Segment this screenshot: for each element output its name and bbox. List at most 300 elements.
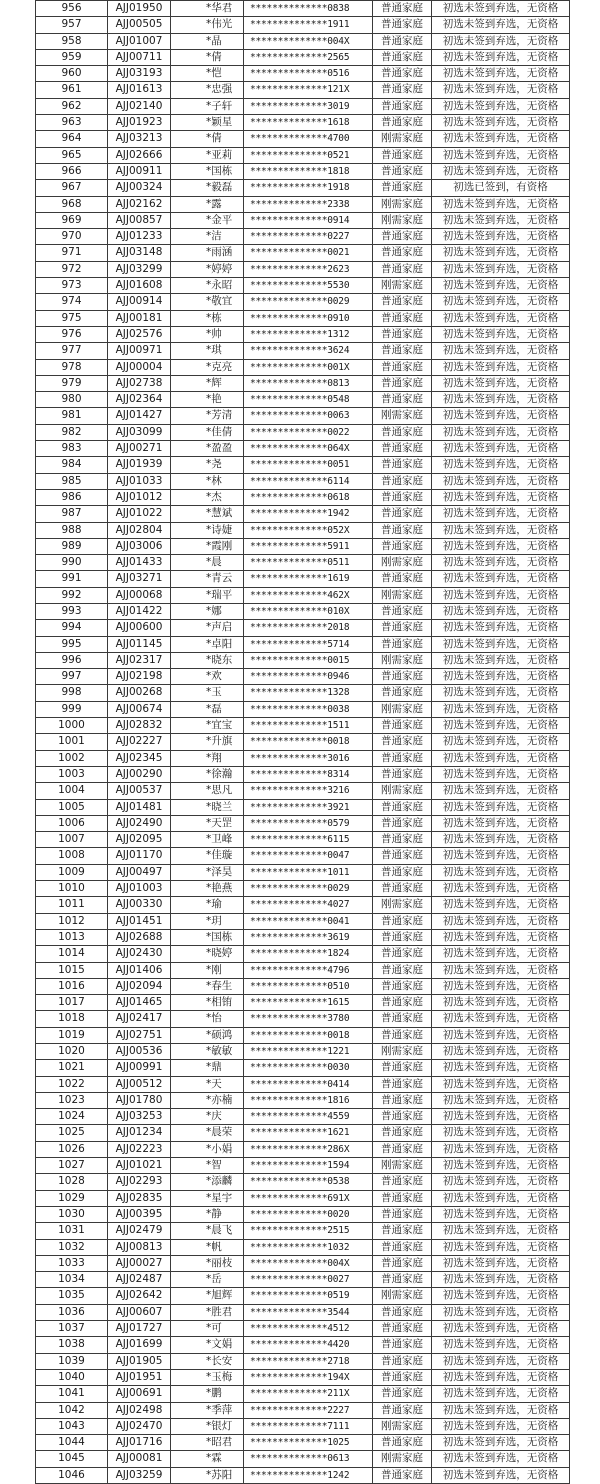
table-row — [36, 701, 570, 717]
applicant-code: AJJ00537 — [108, 783, 171, 799]
id-number: **************0511 — [244, 555, 373, 571]
applicant-name: *怡 — [171, 1011, 244, 1027]
row-number: 963 — [36, 115, 108, 131]
household-type: 刚需家庭 — [373, 897, 432, 913]
applicant-code: AJJ00330 — [108, 897, 171, 913]
id-number: **************286X — [244, 1141, 373, 1157]
applicant-code: AJJ01170 — [108, 848, 171, 864]
applicant-name: *添麟 — [171, 1174, 244, 1190]
id-number: **************3019 — [244, 98, 373, 114]
row-number: 1027 — [36, 1158, 108, 1174]
applicant-code: AJJ00081 — [108, 1451, 171, 1467]
result-status: 初选未签到弃选，无资格 — [432, 766, 570, 782]
household-type: 普通家庭 — [373, 82, 432, 98]
applicant-name: *敬宜 — [171, 294, 244, 310]
table-row — [36, 815, 570, 831]
applicant-name: *欢 — [171, 669, 244, 685]
row-number: 1026 — [36, 1141, 108, 1157]
applicant-code: AJJ01406 — [108, 962, 171, 978]
result-status: 初选未签到弃选，无资格 — [432, 441, 570, 457]
table-row — [36, 946, 570, 962]
applicant-code: AJJ00395 — [108, 1206, 171, 1222]
applicant-code: AJJ03193 — [108, 66, 171, 82]
household-type: 普通家庭 — [373, 1027, 432, 1043]
row-number: 970 — [36, 229, 108, 245]
applicant-code: AJJ02751 — [108, 1027, 171, 1043]
id-number: **************1221 — [244, 1044, 373, 1060]
table-row — [36, 82, 570, 98]
result-status: 初选未签到弃选，无资格 — [432, 473, 570, 489]
household-type: 普通家庭 — [373, 913, 432, 929]
household-type: 普通家庭 — [373, 261, 432, 277]
household-type: 普通家庭 — [373, 1272, 432, 1288]
applicant-name: *帅 — [171, 326, 244, 342]
applicant-name: *霞刚 — [171, 538, 244, 554]
table-row — [36, 913, 570, 929]
applicant-name: *伟光 — [171, 17, 244, 33]
result-status: 初选未签到弃选，无资格 — [432, 1027, 570, 1043]
table-row — [36, 1369, 570, 1385]
table-row — [36, 571, 570, 587]
id-number: **************004X — [244, 33, 373, 49]
household-type: 刚需家庭 — [373, 196, 432, 212]
id-number: **************0047 — [244, 848, 373, 864]
row-number: 1032 — [36, 1239, 108, 1255]
row-number: 1007 — [36, 832, 108, 848]
results-table — [35, 0, 570, 1484]
applicant-code: AJJ03099 — [108, 424, 171, 440]
table-row — [36, 669, 570, 685]
table-row — [36, 1141, 570, 1157]
applicant-code: AJJ01433 — [108, 555, 171, 571]
id-number: **************004X — [244, 1255, 373, 1271]
result-status: 初选未签到弃选，无资格 — [432, 1272, 570, 1288]
applicant-code: AJJ00027 — [108, 1255, 171, 1271]
household-type: 普通家庭 — [373, 734, 432, 750]
applicant-name: *翔 — [171, 750, 244, 766]
household-type: 普通家庭 — [373, 603, 432, 619]
applicant-name: *天 — [171, 1076, 244, 1092]
household-type: 普通家庭 — [373, 1141, 432, 1157]
id-number: **************0548 — [244, 392, 373, 408]
applicant-code: AJJ00711 — [108, 49, 171, 65]
id-number: **************0041 — [244, 913, 373, 929]
row-number: 985 — [36, 473, 108, 489]
household-type: 普通家庭 — [373, 1076, 432, 1092]
table-row — [36, 1, 570, 17]
household-type: 普通家庭 — [373, 1337, 432, 1353]
applicant-code: AJJ02804 — [108, 522, 171, 538]
result-status: 初选未签到弃选，无资格 — [432, 1386, 570, 1402]
row-number: 990 — [36, 555, 108, 571]
row-number: 974 — [36, 294, 108, 310]
row-number: 1021 — [36, 1060, 108, 1076]
applicant-code: AJJ00068 — [108, 587, 171, 603]
applicant-code: AJJ02094 — [108, 978, 171, 994]
result-status: 初选未签到弃选，无资格 — [432, 1, 570, 17]
result-status: 初选未签到弃选，无资格 — [432, 489, 570, 505]
row-number: 979 — [36, 375, 108, 391]
table-row — [36, 229, 570, 245]
household-type: 刚需家庭 — [373, 212, 432, 228]
id-number: **************462X — [244, 587, 373, 603]
applicant-code: AJJ02738 — [108, 375, 171, 391]
id-number: **************3619 — [244, 929, 373, 945]
id-number: **************1618 — [244, 115, 373, 131]
applicant-code: AJJ02666 — [108, 147, 171, 163]
applicant-code: AJJ01012 — [108, 489, 171, 505]
applicant-name: *宜宝 — [171, 718, 244, 734]
result-status: 初选未签到弃选，无资格 — [432, 1321, 570, 1337]
household-type: 刚需家庭 — [373, 408, 432, 424]
id-number: **************0018 — [244, 734, 373, 750]
household-type: 普通家庭 — [373, 1239, 432, 1255]
applicant-name: *卓阳 — [171, 636, 244, 652]
household-type: 普通家庭 — [373, 1060, 432, 1076]
applicant-code: AJJ01022 — [108, 506, 171, 522]
applicant-name: *升旗 — [171, 734, 244, 750]
result-status: 初选未签到弃选，无资格 — [432, 978, 570, 994]
applicant-name: *杰 — [171, 489, 244, 505]
household-type: 刚需家庭 — [373, 278, 432, 294]
applicant-code: AJJ02576 — [108, 326, 171, 342]
row-number: 1043 — [36, 1418, 108, 1434]
result-status: 初选未签到弃选，无资格 — [432, 995, 570, 1011]
result-status: 初选未签到弃选，无资格 — [432, 913, 570, 929]
row-number: 996 — [36, 652, 108, 668]
applicant-name: *声启 — [171, 620, 244, 636]
id-number: **************691X — [244, 1190, 373, 1206]
applicant-name: *芳清 — [171, 408, 244, 424]
result-status: 初选未签到弃选，无资格 — [432, 1060, 570, 1076]
applicant-code: AJJ01608 — [108, 278, 171, 294]
applicant-name: *倩 — [171, 131, 244, 147]
table-row — [36, 995, 570, 1011]
result-status: 初选未签到弃选，无资格 — [432, 1044, 570, 1060]
applicant-name: *亦楠 — [171, 1092, 244, 1108]
applicant-code: AJJ00991 — [108, 1060, 171, 1076]
applicant-code: AJJ01950 — [108, 1, 171, 17]
household-type: 刚需家庭 — [373, 1158, 432, 1174]
applicant-name: *青云 — [171, 571, 244, 587]
id-number: **************4700 — [244, 131, 373, 147]
applicant-code: AJJ02345 — [108, 750, 171, 766]
row-number: 1022 — [36, 1076, 108, 1092]
applicant-name: *静 — [171, 1206, 244, 1222]
applicant-name: *鹏 — [171, 1386, 244, 1402]
result-status: 初选未签到弃选，无资格 — [432, 17, 570, 33]
result-status: 初选未签到弃选，无资格 — [432, 392, 570, 408]
applicant-name: *小娟 — [171, 1141, 244, 1157]
applicant-code: AJJ02430 — [108, 946, 171, 962]
result-status: 初选未签到弃选，无资格 — [432, 1141, 570, 1157]
id-number: **************3216 — [244, 783, 373, 799]
row-number: 1042 — [36, 1402, 108, 1418]
applicant-code: AJJ01007 — [108, 33, 171, 49]
row-number: 1015 — [36, 962, 108, 978]
household-type: 普通家庭 — [373, 1109, 432, 1125]
applicant-name: *可 — [171, 1321, 244, 1337]
row-number: 993 — [36, 603, 108, 619]
household-type: 普通家庭 — [373, 1, 432, 17]
applicant-code: AJJ01234 — [108, 1125, 171, 1141]
applicant-name: *帆 — [171, 1239, 244, 1255]
row-number: 1004 — [36, 783, 108, 799]
applicant-name: *佳璇 — [171, 848, 244, 864]
applicant-code: AJJ00914 — [108, 294, 171, 310]
table-row — [36, 799, 570, 815]
result-status: 初选未签到弃选，无资格 — [432, 962, 570, 978]
table-row — [36, 538, 570, 554]
household-type: 刚需家庭 — [373, 1451, 432, 1467]
applicant-code: AJJ02835 — [108, 1190, 171, 1206]
applicant-code: AJJ01716 — [108, 1435, 171, 1451]
table-row — [36, 1174, 570, 1190]
applicant-name: *苏阳 — [171, 1467, 244, 1483]
applicant-code: AJJ01233 — [108, 229, 171, 245]
applicant-code: AJJ02490 — [108, 815, 171, 831]
table-row — [36, 897, 570, 913]
table-row — [36, 1239, 570, 1255]
applicant-code: AJJ01145 — [108, 636, 171, 652]
applicant-code: AJJ00607 — [108, 1304, 171, 1320]
applicant-code: AJJ01451 — [108, 913, 171, 929]
row-number: 987 — [36, 506, 108, 522]
result-status: 初选未签到弃选，无资格 — [432, 1092, 570, 1108]
id-number: **************3544 — [244, 1304, 373, 1320]
result-status: 初选未签到弃选，无资格 — [432, 261, 570, 277]
household-type: 普通家庭 — [373, 750, 432, 766]
row-number: 1014 — [36, 946, 108, 962]
household-type: 普通家庭 — [373, 864, 432, 880]
row-number: 966 — [36, 163, 108, 179]
row-number: 964 — [36, 131, 108, 147]
table-row — [36, 359, 570, 375]
row-number: 989 — [36, 538, 108, 554]
row-number: 1003 — [36, 766, 108, 782]
id-number: **************1621 — [244, 1125, 373, 1141]
id-number: **************0519 — [244, 1288, 373, 1304]
household-type: 普通家庭 — [373, 620, 432, 636]
result-status: 初选未签到弃选，无资格 — [432, 1190, 570, 1206]
result-status: 初选未签到弃选，无资格 — [432, 359, 570, 375]
row-number: 1028 — [36, 1174, 108, 1190]
applicant-name: *娜 — [171, 603, 244, 619]
household-type: 普通家庭 — [373, 1174, 432, 1190]
row-number: 1035 — [36, 1288, 108, 1304]
table-row — [36, 1418, 570, 1434]
result-status: 初选未签到弃选，无资格 — [432, 1451, 570, 1467]
row-number: 997 — [36, 669, 108, 685]
id-number: **************052X — [244, 522, 373, 538]
table-row — [36, 424, 570, 440]
id-number: **************4559 — [244, 1109, 373, 1125]
row-number: 992 — [36, 587, 108, 603]
applicant-name: *昭君 — [171, 1435, 244, 1451]
household-type: 普通家庭 — [373, 343, 432, 359]
table-row — [36, 489, 570, 505]
row-number: 1024 — [36, 1109, 108, 1125]
id-number: **************0051 — [244, 457, 373, 473]
result-status: 初选未签到弃选，无资格 — [432, 652, 570, 668]
row-number: 986 — [36, 489, 108, 505]
applicant-name: *刚 — [171, 962, 244, 978]
applicant-name: *晓兰 — [171, 799, 244, 815]
household-type: 普通家庭 — [373, 1321, 432, 1337]
table-row — [36, 17, 570, 33]
applicant-code: AJJ00512 — [108, 1076, 171, 1092]
row-number: 1001 — [36, 734, 108, 750]
id-number: **************2623 — [244, 261, 373, 277]
applicant-name: *琪 — [171, 343, 244, 359]
applicant-name: *星宇 — [171, 1190, 244, 1206]
result-status: 初选未签到弃选，无资格 — [432, 294, 570, 310]
id-number: **************1824 — [244, 946, 373, 962]
id-number: **************0038 — [244, 701, 373, 717]
result-status: 初选未签到弃选，无资格 — [432, 685, 570, 701]
row-number: 1039 — [36, 1353, 108, 1369]
applicant-name: *庆 — [171, 1109, 244, 1125]
result-status: 初选未签到弃选，无资格 — [432, 1418, 570, 1434]
table-row — [36, 1158, 570, 1174]
id-number: **************4420 — [244, 1337, 373, 1353]
applicant-name: *瑞平 — [171, 587, 244, 603]
applicant-name: *永昭 — [171, 278, 244, 294]
table-row — [36, 278, 570, 294]
result-status: 初选未签到弃选，无资格 — [432, 49, 570, 65]
household-type: 普通家庭 — [373, 163, 432, 179]
applicant-name: *恺 — [171, 66, 244, 82]
household-type: 普通家庭 — [373, 310, 432, 326]
row-number: 1020 — [36, 1044, 108, 1060]
table-row — [36, 1288, 570, 1304]
id-number: **************0538 — [244, 1174, 373, 1190]
result-status: 初选未签到弃选，无资格 — [432, 278, 570, 294]
applicant-code: AJJ01727 — [108, 1321, 171, 1337]
row-number: 959 — [36, 49, 108, 65]
household-type: 刚需家庭 — [373, 1044, 432, 1060]
id-number: **************2227 — [244, 1402, 373, 1418]
applicant-name: *子轩 — [171, 98, 244, 114]
applicant-code: AJJ00271 — [108, 441, 171, 457]
table-row — [36, 718, 570, 734]
applicant-name: *硕鸿 — [171, 1027, 244, 1043]
table-row — [36, 212, 570, 228]
table-row — [36, 1435, 570, 1451]
household-type: 普通家庭 — [373, 571, 432, 587]
table-row — [36, 864, 570, 880]
table-row — [36, 49, 570, 65]
household-type: 刚需家庭 — [373, 555, 432, 571]
applicant-code: AJJ01923 — [108, 115, 171, 131]
table-row — [36, 1206, 570, 1222]
applicant-name: *敏敏 — [171, 1044, 244, 1060]
household-type: 普通家庭 — [373, 1435, 432, 1451]
id-number: **************0027 — [244, 1272, 373, 1288]
row-number: 968 — [36, 196, 108, 212]
row-number: 1016 — [36, 978, 108, 994]
result-status: 初选未签到弃选，无资格 — [432, 897, 570, 913]
result-status: 初选未签到弃选，无资格 — [432, 326, 570, 342]
table-row — [36, 343, 570, 359]
applicant-code: AJJ02095 — [108, 832, 171, 848]
household-type: 普通家庭 — [373, 489, 432, 505]
household-type: 刚需家庭 — [373, 587, 432, 603]
row-number: 998 — [36, 685, 108, 701]
row-number: 1008 — [36, 848, 108, 864]
result-status: 初选未签到弃选，无资格 — [432, 832, 570, 848]
household-type: 普通家庭 — [373, 538, 432, 554]
row-number: 978 — [36, 359, 108, 375]
id-number: **************0910 — [244, 310, 373, 326]
table-row — [36, 929, 570, 945]
result-status: 初选未签到弃选，无资格 — [432, 750, 570, 766]
row-number: 1011 — [36, 897, 108, 913]
applicant-name: *婷婷 — [171, 261, 244, 277]
applicant-name: *鼎 — [171, 1060, 244, 1076]
household-type: 普通家庭 — [373, 392, 432, 408]
household-type: 刚需家庭 — [373, 1418, 432, 1434]
result-status: 初选未签到弃选，无资格 — [432, 229, 570, 245]
applicant-code: AJJ00857 — [108, 212, 171, 228]
id-number: **************1011 — [244, 864, 373, 880]
household-type: 普通家庭 — [373, 848, 432, 864]
result-status: 初选未签到弃选，无资格 — [432, 1223, 570, 1239]
table-row — [36, 180, 570, 196]
id-number: **************2718 — [244, 1353, 373, 1369]
applicant-code: AJJ02688 — [108, 929, 171, 945]
household-type: 普通家庭 — [373, 98, 432, 114]
row-number: 1046 — [36, 1467, 108, 1483]
household-type: 普通家庭 — [373, 1011, 432, 1027]
table-row — [36, 1109, 570, 1125]
result-status: 初选未签到弃选，无资格 — [432, 701, 570, 717]
applicant-code: AJJ01033 — [108, 473, 171, 489]
result-status: 初选未签到弃选，无资格 — [432, 881, 570, 897]
table-row — [36, 294, 570, 310]
id-number: **************0516 — [244, 66, 373, 82]
row-number: 1000 — [36, 718, 108, 734]
result-status: 初选未签到弃选，无资格 — [432, 408, 570, 424]
result-status: 初选未签到弃选，无资格 — [432, 1239, 570, 1255]
row-number: 958 — [36, 33, 108, 49]
applicant-name: *倩 — [171, 49, 244, 65]
applicant-name: *克亮 — [171, 359, 244, 375]
household-type: 普通家庭 — [373, 669, 432, 685]
applicant-code: AJJ00324 — [108, 180, 171, 196]
applicant-code: AJJ00497 — [108, 864, 171, 880]
applicant-name: *文娟 — [171, 1337, 244, 1353]
table-row — [36, 131, 570, 147]
applicant-code: AJJ01465 — [108, 995, 171, 1011]
table-row — [36, 408, 570, 424]
table-row — [36, 734, 570, 750]
id-number: **************0914 — [244, 212, 373, 228]
row-number: 1031 — [36, 1223, 108, 1239]
household-type: 普通家庭 — [373, 49, 432, 65]
id-number: **************121X — [244, 82, 373, 98]
table-row — [36, 766, 570, 782]
result-status: 初选未签到弃选，无资格 — [432, 33, 570, 49]
applicant-name: *艳燕 — [171, 881, 244, 897]
household-type: 普通家庭 — [373, 359, 432, 375]
household-type: 普通家庭 — [373, 962, 432, 978]
id-number: **************211X — [244, 1386, 373, 1402]
table-row — [36, 245, 570, 261]
table-row — [36, 1092, 570, 1108]
table-row — [36, 261, 570, 277]
applicant-code: AJJ01481 — [108, 799, 171, 815]
